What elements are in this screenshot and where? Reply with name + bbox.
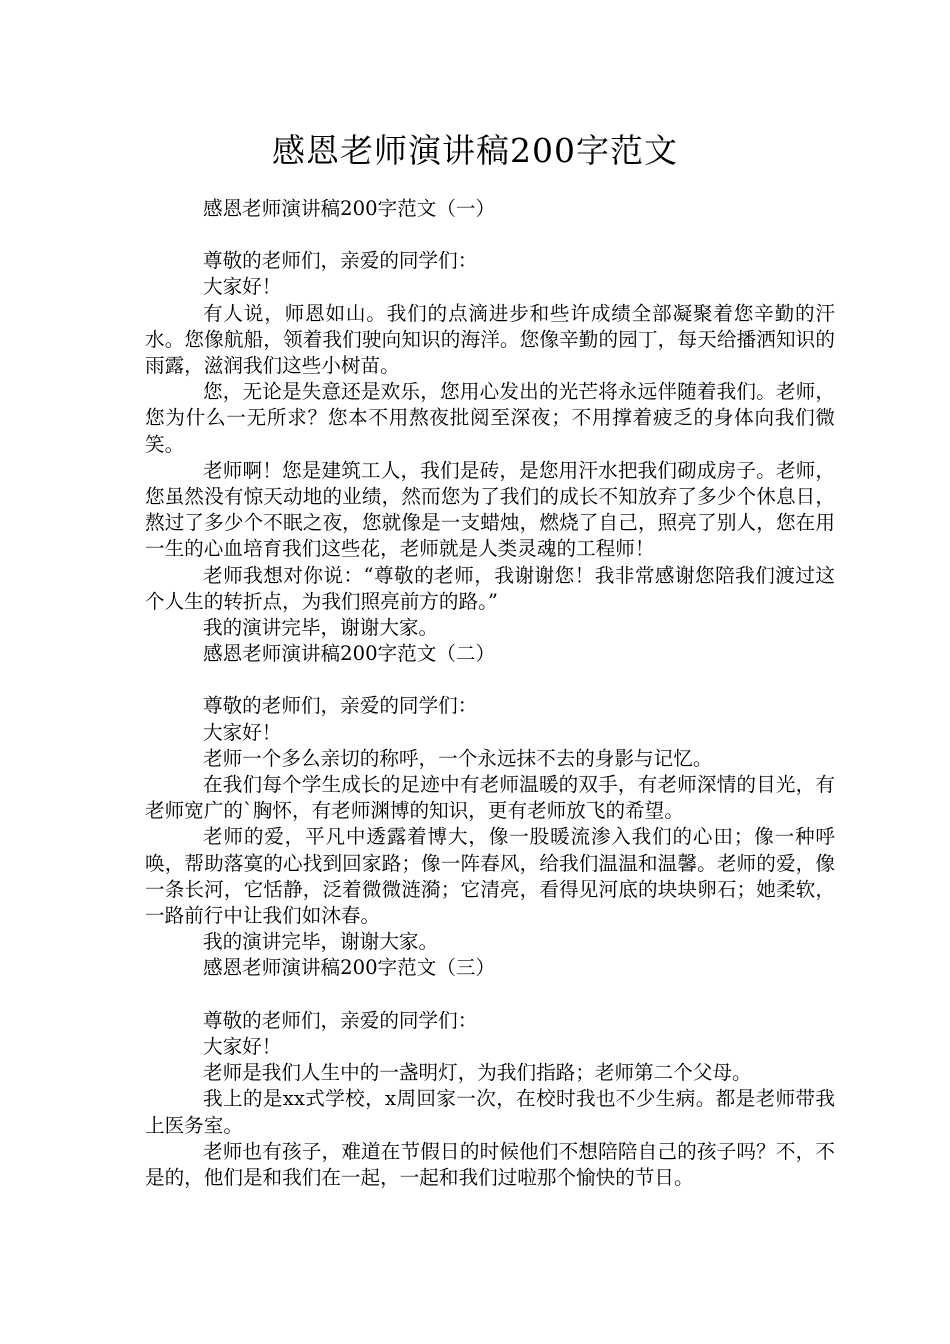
greeting: 大家好！: [203, 1034, 282, 1058]
paragraph: 老师我想对你说：“尊敬的老师，我谢谢您！我非常感谢您陪我们渡过这个人生的转折点，为我们照亮前方的路。”: [145, 563, 835, 613]
paragraph: 有人说，师恩如山。我们的点滴进步和些许成绩全部凝聚着您辛勤的汗水。您像航船，领着我们驶向知识的海洋。您像辛勤的园丁，每天给播洒知识的雨露，滋润我们这些小树苗。: [145, 301, 835, 378]
paragraph: 在我们每个学生成长的足迹中有老师温暖的双手，有老师深情的目光，有老师宽广的`胸怀，有老师渊博的知识，更有老师放飞的希望。: [145, 773, 835, 823]
section-heading: 感恩老师演讲稿200字范文（三）: [203, 956, 496, 980]
blank-line: [145, 222, 835, 248]
paragraph: 老师也有孩子，难道在节假日的时候他们不想陪陪自己的孩子吗？不，不是的，他们是和我们在一起，一起和我们过啦那个愉快的节日。: [145, 1139, 835, 1189]
salutation: 尊敬的老师们，亲爱的同学们：: [203, 249, 478, 273]
blank-line: [145, 982, 835, 1008]
salutation: 尊敬的老师们，亲爱的同学们：: [203, 694, 478, 718]
paragraph: 我上的是xx式学校，x周回家一次，在校时我也不少生病。都是老师带我上医务室。: [145, 1087, 835, 1137]
blank-line: [145, 667, 835, 693]
greeting: 大家好！: [203, 275, 282, 299]
page-title: 感恩老师演讲稿200字范文: [272, 131, 678, 170]
section-heading: 感恩老师演讲稿200字范文（一）: [203, 197, 496, 220]
paragraph: 老师啊！您是建筑工人，我们是砖，是您用汗水把我们砌成房子。老师，您虽然没有惊天动地的业绩，然而您为了我们的成长不知放弃了多少个休息日，熬过了多少个不眠之夜，您就像是一支蜡烛，燃烧了自己，照亮了别人，您在用一生的心血培育我们这些花，老师就是人类灵魂的工程师！: [145, 458, 835, 561]
paragraph: 您，无论是失意还是欢乐，您用心发出的光芒将永远伴随着我们。老师，您为什么一无所求？您本不用熬夜批阅至深夜；不用撑着疲乏的身体向我们微笑。: [145, 380, 835, 456]
closing: 我的演讲完毕，谢谢大家。: [203, 616, 439, 640]
paragraph: 老师是我们人生中的一盏明灯，为我们指路；老师第二个父母。: [203, 1061, 752, 1085]
paragraph: 老师的爱，平凡中透露着博大，像一股暖流渗入我们的心田；像一种呼唤，帮助落寞的心找到回家路；像一阵春风，给我们温温和温馨。老师的爱，像一条长河，它恬静，泛着微微涟漪；它清亮，看得见河底的块块卵石；她柔软，一路前行中让我们如沐春。: [145, 825, 835, 928]
paragraph: 老师一个多么亲切的称呼，一个永远抹不去的身影与记忆。: [203, 746, 713, 770]
closing: 我的演讲完毕，谢谢大家。: [203, 930, 439, 954]
greeting: 大家好！: [203, 720, 282, 744]
document-body: [145, 196, 835, 1191]
section-heading: 感恩老师演讲稿200字范文（二）: [203, 642, 496, 666]
salutation: 尊敬的老师们，亲爱的同学们：: [203, 1008, 478, 1032]
